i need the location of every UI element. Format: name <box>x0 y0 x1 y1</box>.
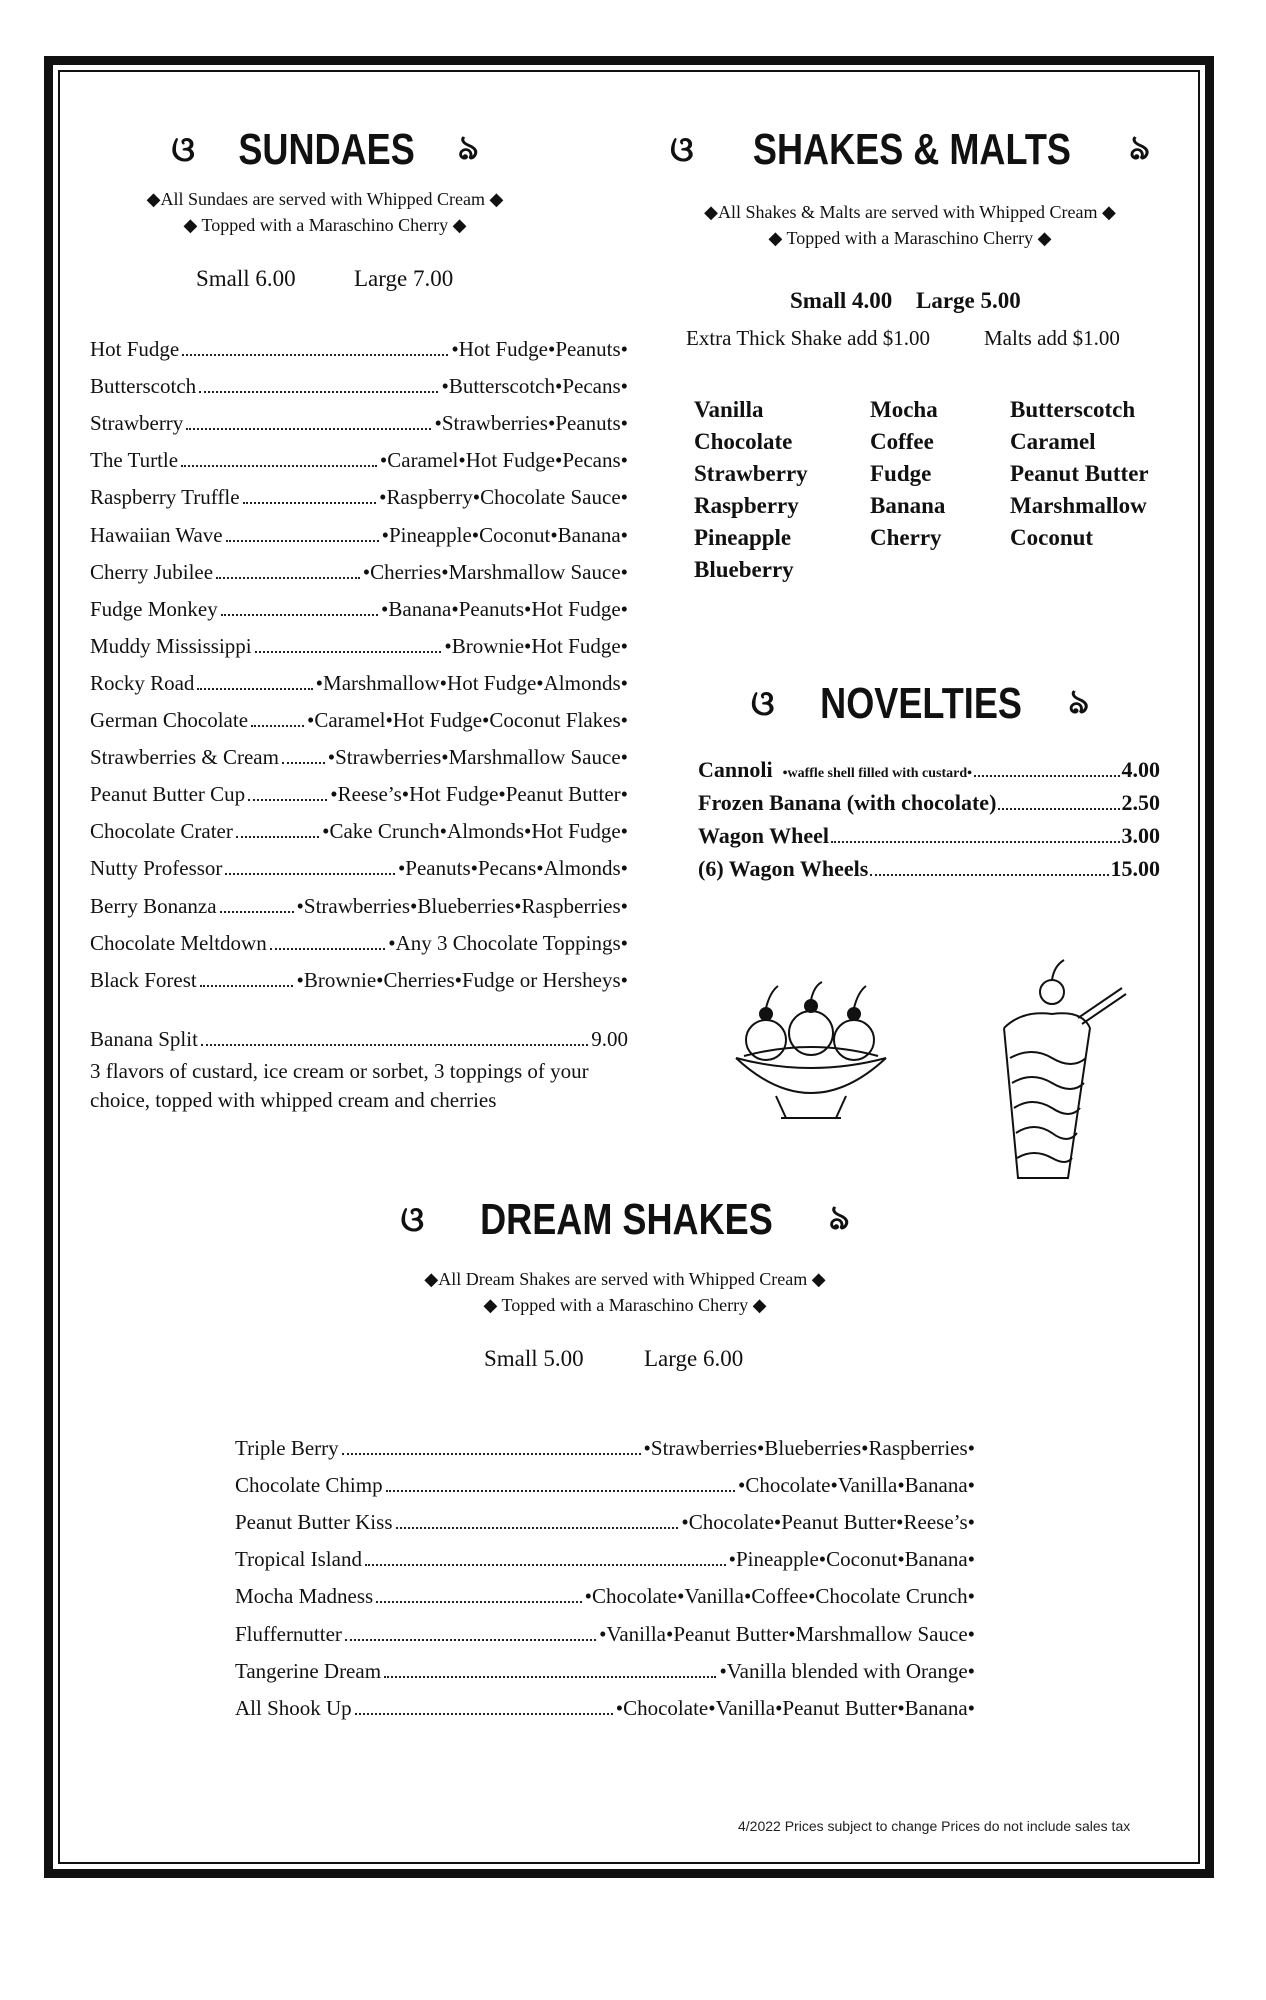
novelties-heading <box>700 674 1140 734</box>
shakes-note-line-1: ◆All Shakes & Malts are served with Whipped Cream ◆ <box>704 202 1116 222</box>
item-toppings: •Chocolate•Vanilla•Coffee•Chocolate Crunch• <box>584 1584 975 1609</box>
sundae-item-row <box>90 411 628 441</box>
shake-flavor: Chocolate <box>694 429 793 454</box>
leader-dots <box>255 651 442 653</box>
flavors-column-3 <box>1010 394 1149 554</box>
leader-dots <box>197 688 312 690</box>
leader-dots <box>386 1490 735 1492</box>
sundae-item-row <box>90 374 628 404</box>
sundaes-small-price: Small 6.00 <box>196 266 296 291</box>
item-toppings: •Chocolate•Peanut Butter•Reese’s• <box>681 1510 975 1535</box>
ornament-left-icon: ଓ <box>750 684 775 724</box>
shake-flavor: Peanut Butter <box>1010 461 1149 486</box>
flavors-column-2 <box>870 394 945 554</box>
sundaes-note <box>90 186 560 238</box>
dream-shake-item-row <box>235 1436 975 1466</box>
novelty-price: 15.00 <box>1110 856 1160 881</box>
leader-dots <box>225 873 395 875</box>
sundae-item-row <box>90 745 628 775</box>
sundae-item-row <box>90 597 628 627</box>
item-toppings: •Chocolate•Vanilla•Peanut Butter•Banana• <box>615 1695 975 1720</box>
item-toppings: •Caramel•Hot Fudge•Coconut Flakes• <box>306 708 628 732</box>
item-name: Rocky Road <box>90 670 195 695</box>
item-name: Muddy Mississippi <box>90 633 252 658</box>
item-toppings: •Vanilla blended with Orange• <box>719 1658 975 1683</box>
sundae-item-row <box>90 560 628 590</box>
dream-shakes-heading <box>390 1190 860 1250</box>
leader-dots <box>998 808 1119 810</box>
banana-split-price: 9.00 <box>591 1027 628 1051</box>
leader-dots <box>248 799 327 801</box>
item-toppings: •Strawberries•Peanuts• <box>434 411 628 436</box>
item-toppings: •Butterscotch•Pecans• <box>441 374 628 399</box>
banana-split-description <box>90 1057 589 1115</box>
sundae-item-row <box>90 485 628 515</box>
ornament-left-icon: ଓ <box>670 130 694 170</box>
leader-dots <box>199 391 438 393</box>
novelty-name: Frozen Banana (with chocolate) <box>698 790 997 815</box>
banana-split-illustration <box>726 978 896 1128</box>
item-toppings: •Strawberries•Marshmallow Sauce• <box>327 745 628 770</box>
sundae-item-row <box>90 634 628 664</box>
sundae-item-row <box>90 931 628 961</box>
item-name: Butterscotch <box>90 374 197 399</box>
item-toppings: •Brownie•Cherries•Fudge or Hersheys• <box>296 967 628 992</box>
banana-split-desc-line-2: choice, topped with whipped cream and cherries <box>90 1088 497 1112</box>
dream-shake-item-row <box>235 1547 975 1577</box>
leader-dots <box>200 985 294 987</box>
novelty-item-row <box>698 823 1160 855</box>
novelty-name: Wagon Wheel <box>698 823 830 848</box>
item-name: Cherry Jubilee <box>90 559 214 584</box>
sundaes-title: SUNDAES <box>238 125 415 174</box>
novelty-note: •waffle shell filled with custard• <box>782 766 973 781</box>
novelty-price: 3.00 <box>1121 823 1160 848</box>
sundaes-heading <box>90 120 560 180</box>
sundae-item-row <box>90 782 628 812</box>
dream-shake-item-row <box>235 1584 975 1614</box>
sundae-item-row <box>90 337 628 367</box>
leader-dots <box>251 725 304 727</box>
item-name: Chocolate Meltdown <box>90 930 267 955</box>
leader-dots <box>220 911 294 913</box>
dream-shake-item-row <box>235 1473 975 1503</box>
shake-flavor: Banana <box>870 493 946 518</box>
shake-flavor: Coffee <box>870 429 934 454</box>
leader-dots <box>376 1601 581 1603</box>
item-toppings: •Peanuts•Pecans•Almonds• <box>397 856 628 881</box>
shakes-extra-thick: Extra Thick Shake add $1.00 <box>686 326 930 350</box>
leader-dots <box>182 354 448 356</box>
leader-dots <box>870 874 1108 876</box>
ornament-right-icon: ঌ <box>458 127 479 168</box>
item-name: Berry Bonanza <box>90 893 217 918</box>
sundae-item-row <box>90 523 628 553</box>
leader-dots <box>186 428 431 430</box>
ornament-right-icon: ঌ <box>1068 681 1090 722</box>
dream-shake-item-row <box>235 1659 975 1689</box>
item-toppings: •Vanilla•Peanut Butter•Marshmallow Sauce• <box>599 1621 975 1646</box>
item-toppings: •Reese’s•Hot Fudge•Peanut Butter• <box>330 782 628 807</box>
item-name: Peanut Butter Cup <box>90 782 246 807</box>
sundae-item-row <box>90 708 628 738</box>
item-name: Chocolate Crater <box>90 819 233 844</box>
item-name: Tropical Island <box>235 1547 362 1572</box>
item-name: Fudge Monkey <box>90 596 218 621</box>
shake-flavor: Fudge <box>870 461 932 486</box>
item-name: Chocolate Chimp <box>235 1473 383 1498</box>
item-name: German Chocolate <box>90 708 249 732</box>
item-name: Hawaiian Wave <box>90 522 223 547</box>
footer-note: 4/2022 Prices subject to change Prices do not include sales tax <box>738 1818 1131 1834</box>
item-toppings: •Pineapple•Coconut•Banana• <box>728 1547 975 1572</box>
item-toppings: •Brownie•Hot Fudge• <box>444 633 628 658</box>
sundae-item-row <box>90 671 628 701</box>
shakes-heading <box>660 120 1160 180</box>
item-name: All Shook Up <box>235 1695 352 1720</box>
dream-shake-item-row <box>235 1510 975 1540</box>
dream-small-price: Small 5.00 <box>484 1346 584 1371</box>
sundae-item-row <box>90 819 628 849</box>
shake-flavor: Mocha <box>870 397 938 422</box>
item-toppings: •Banana•Peanuts•Hot Fudge• <box>381 596 628 621</box>
dream-large-price: Large 6.00 <box>644 1346 744 1371</box>
item-name: Black Forest <box>90 967 197 992</box>
item-name: Peanut Butter Kiss <box>235 1510 393 1535</box>
shakes-note <box>660 199 1160 251</box>
sundae-item-row <box>90 968 628 998</box>
shake-flavor: Marshmallow <box>1010 493 1147 518</box>
leader-dots <box>270 948 386 950</box>
item-name: The Turtle <box>90 448 179 473</box>
sundae-item-row <box>90 856 628 886</box>
shakes-note-line-2: ◆ Topped with a Maraschino Cherry ◆ <box>768 228 1052 248</box>
item-toppings: •Hot Fudge•Peanuts• <box>451 337 628 361</box>
novelty-name: (6) Wagon Wheels <box>698 856 869 881</box>
item-toppings: •Any 3 Chocolate Toppings• <box>388 930 628 955</box>
shake-flavor: Coconut <box>1010 525 1094 550</box>
sundaes-note-line-1: ◆All Sundaes are served with Whipped Cream ◆ <box>146 189 504 209</box>
shake-flavor: Pineapple <box>694 525 792 550</box>
novelty-item-row <box>698 757 1160 789</box>
leader-dots <box>831 841 1119 843</box>
leader-dots <box>282 762 325 764</box>
shakes-large-price: Large 5.00 <box>916 288 1021 313</box>
dream-note-line-1: ◆All Dream Shakes are served with Whipped Cream ◆ <box>424 1269 826 1289</box>
dream-shake-item-row <box>235 1696 975 1726</box>
novelties-title: NOVELTIES <box>820 679 1023 728</box>
leader-dots <box>243 502 377 504</box>
shake-flavor: Strawberry <box>694 461 808 486</box>
banana-split-desc-line-1: 3 flavors of custard, ice cream or sorbet, 3 toppings of your <box>90 1059 589 1083</box>
item-toppings: •Strawberries•Blueberries•Raspberries• <box>643 1436 975 1460</box>
shake-flavor: Vanilla <box>694 397 764 422</box>
item-toppings: •Raspberry•Chocolate Sauce• <box>379 485 628 510</box>
banana-split-row <box>90 1027 628 1057</box>
novelty-name: Cannoli <box>698 757 773 782</box>
shakes-title: SHAKES & MALTS <box>752 125 1071 174</box>
shake-flavor: Butterscotch <box>1010 397 1136 422</box>
novelty-price: 4.00 <box>1121 757 1160 782</box>
item-toppings: •Chocolate•Vanilla•Banana• <box>738 1473 975 1498</box>
item-name: Hot Fudge <box>90 337 180 361</box>
leader-dots <box>365 1564 726 1566</box>
item-toppings: •Cake Crunch•Almonds•Hot Fudge• <box>322 819 628 844</box>
sundaes-note-line-2: ◆ Topped with a Maraschino Cherry ◆ <box>183 215 467 235</box>
leader-dots <box>201 1044 588 1046</box>
item-name: Mocha Madness <box>235 1584 374 1609</box>
shake-flavor: Raspberry <box>694 493 799 518</box>
leader-dots <box>226 540 379 542</box>
leader-dots <box>181 465 377 467</box>
leader-dots <box>345 1639 596 1641</box>
ornament-left-icon: ଓ <box>171 130 195 170</box>
dream-shakes-note <box>390 1266 860 1318</box>
shake-flavor: Caramel <box>1010 429 1096 454</box>
novelty-item-row <box>698 790 1160 822</box>
item-name: Fluffernutter <box>235 1621 342 1646</box>
item-name: Triple Berry <box>235 1436 339 1460</box>
leader-dots <box>216 577 360 579</box>
leader-dots <box>342 1453 641 1455</box>
dream-shake-item-row <box>235 1622 975 1652</box>
milkshake-illustration <box>982 958 1137 1188</box>
item-name: Strawberry <box>90 411 184 436</box>
leader-dots <box>384 1676 716 1678</box>
dream-note-line-2: ◆ Topped with a Maraschino Cherry ◆ <box>483 1295 767 1315</box>
item-toppings: •Caramel•Hot Fudge•Pecans• <box>379 448 628 473</box>
banana-split-name: Banana Split <box>90 1027 198 1051</box>
ornament-right-icon: ঌ <box>1129 127 1150 168</box>
leader-dots <box>221 614 378 616</box>
leader-dots <box>236 836 319 838</box>
item-toppings: •Cherries•Marshmallow Sauce• <box>362 559 628 584</box>
item-toppings: •Strawberries•Blueberries•Raspberries• <box>296 893 628 918</box>
shake-flavor: Cherry <box>870 525 942 550</box>
flavors-column-1 <box>694 394 808 586</box>
item-name: Nutty Professor <box>90 856 223 881</box>
item-name: Strawberries & Cream <box>90 745 279 770</box>
item-toppings: •Marshmallow•Hot Fudge•Almonds• <box>315 670 628 695</box>
leader-dots <box>974 775 1119 777</box>
sundaes-large-price: Large 7.00 <box>354 266 454 291</box>
sundae-item-row <box>90 894 628 924</box>
novelty-item-row <box>698 856 1160 888</box>
leader-dots <box>396 1527 679 1529</box>
novelty-price: 2.50 <box>1121 790 1160 815</box>
shakes-small-price: Small 4.00 <box>790 288 893 313</box>
item-toppings: •Pineapple•Coconut•Banana• <box>381 522 628 547</box>
item-name: Raspberry Truffle <box>90 485 240 510</box>
leader-dots <box>355 1713 613 1715</box>
dream-shakes-title: DREAM SHAKES <box>480 1195 773 1244</box>
shakes-malts-add: Malts add $1.00 <box>984 326 1120 350</box>
shake-flavor: Blueberry <box>694 557 794 582</box>
item-name: Tangerine Dream <box>235 1658 382 1683</box>
ornament-right-icon: ঌ <box>828 1197 850 1238</box>
ornament-left-icon: ଓ <box>400 1200 425 1240</box>
sundae-item-row <box>90 448 628 478</box>
